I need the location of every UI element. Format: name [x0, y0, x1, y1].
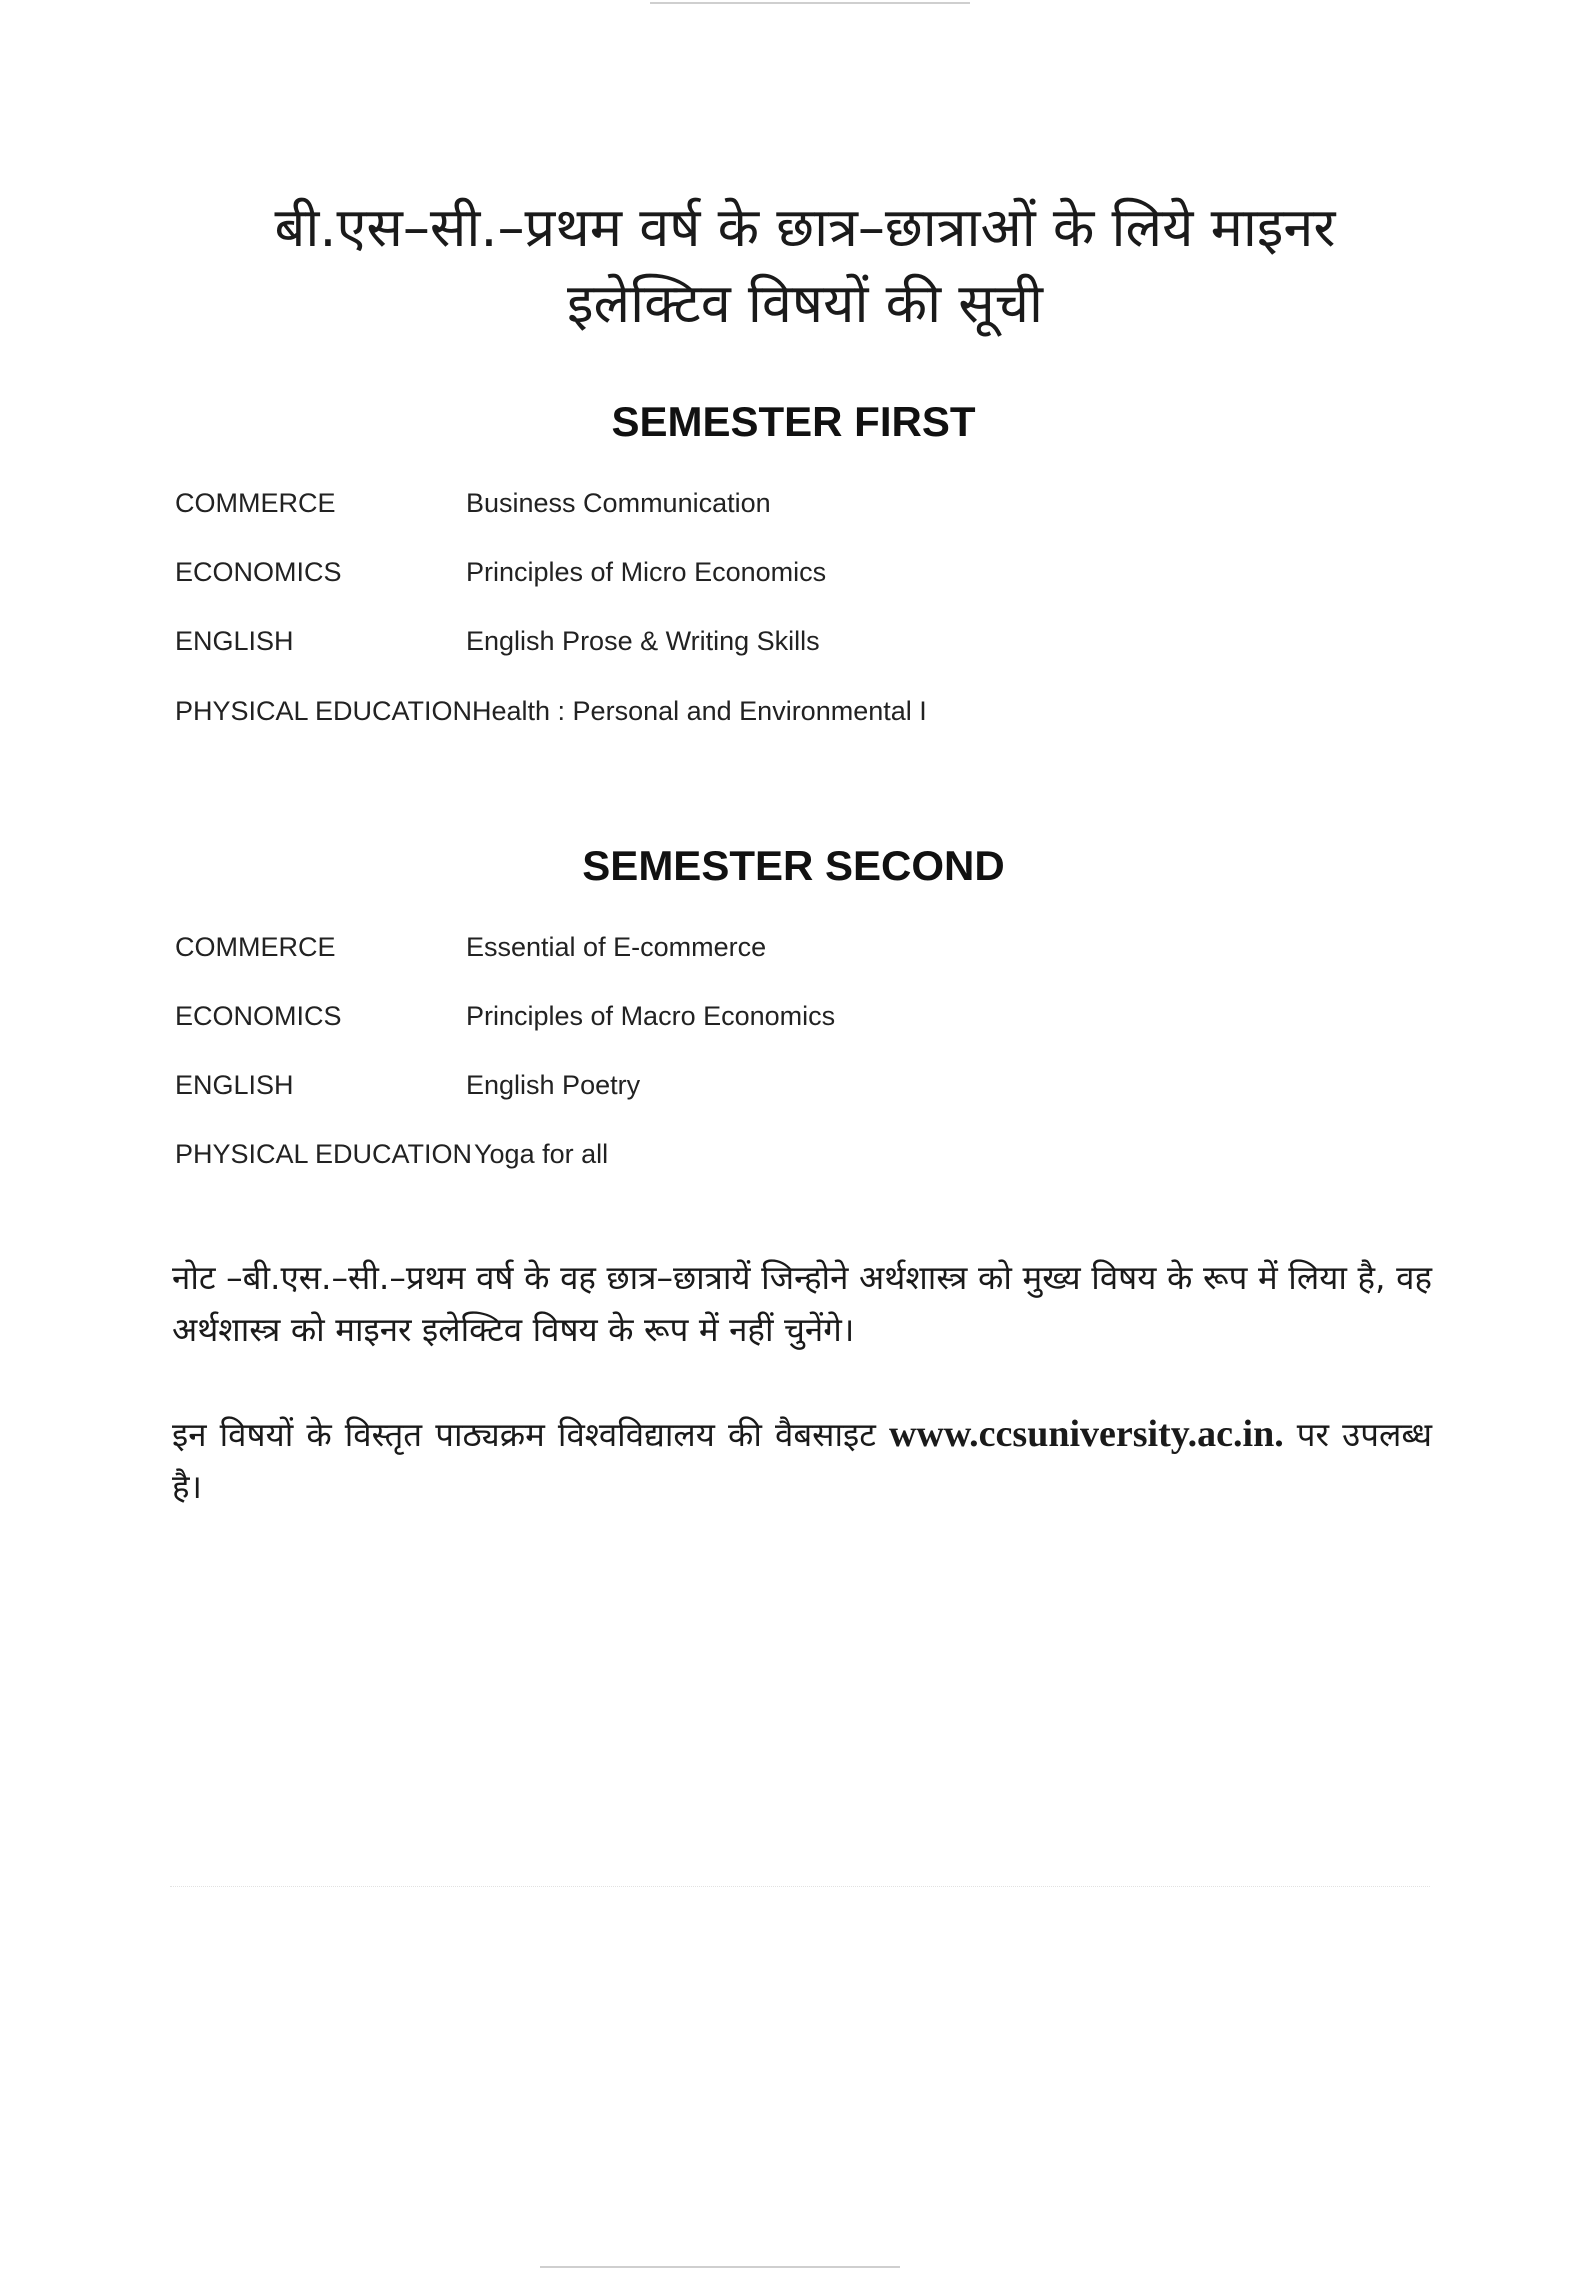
note-text-end: पर उपलब्ध है। [172, 1415, 1432, 1506]
subject-name: ENGLISH [175, 1070, 294, 1100]
note-economics-restriction: नोट –बी.एस.–सी.–प्रथम वर्ष के वह छात्र–छात्रायें जिन्होने अर्थशास्त्र को मुख्य विषय के रूप में लिया है, वह अर्थशास्त्र को माइनर इलेक्टिव विषय के रूप में नहीं चुनेंगे। [172, 1258, 1432, 1349]
paper-name: Yoga for all [474, 1139, 609, 1169]
paper-name: English Prose & Writing Skills [466, 626, 820, 656]
subject-name: PHYSICAL EDUCATION [175, 696, 473, 726]
table-row [0, 1001, 1587, 1041]
subject-name: COMMERCE [175, 932, 336, 962]
semester-first-heading: SEMESTER FIRST [611, 398, 976, 445]
subject-name: ENGLISH [175, 626, 294, 656]
title-line-1: बी.एस–सी.–प्रथम वर्ष के छात्र–छात्राओं के लिये माइनर [274, 196, 1336, 259]
scan-artifact-bleedthrough [170, 1876, 1430, 1887]
title-line-2: इलेक्टिव विषयों की सूची [566, 272, 1044, 335]
table-row [0, 932, 1587, 972]
table-row [0, 557, 1587, 597]
note-syllabus-website [172, 1408, 1432, 1513]
table-row [0, 696, 1587, 736]
scan-artifact-bottom [540, 2266, 900, 2268]
table-row [0, 1139, 1587, 1179]
paper-name: Essential of E-commerce [466, 932, 767, 962]
table-row [0, 488, 1587, 528]
table-row [0, 626, 1587, 666]
table-row [0, 1070, 1587, 1110]
subject-name: ECONOMICS [175, 557, 342, 587]
scan-artifact-top [650, 2, 970, 4]
website-url: www.ccsuniversity.ac.in. [888, 1413, 1284, 1455]
paper-name: Business Communication [466, 488, 771, 518]
document-title [140, 190, 1470, 342]
paper-name: Principles of Micro Economics [466, 557, 827, 587]
paper-name: Principles of Macro Economics [466, 1001, 836, 1031]
note-text: इन विषयों के विस्तृत पाठ्यक्रम विश्वविद्यालय की वैबसाइट [172, 1415, 889, 1454]
subject-name: PHYSICAL EDUCATION [175, 1139, 473, 1169]
semester-second-heading: SEMESTER SECOND [582, 842, 1005, 889]
paper-name: English Poetry [466, 1070, 641, 1100]
subject-name: COMMERCE [175, 488, 336, 518]
subject-name: ECONOMICS [175, 1001, 342, 1031]
paper-name: Health : Personal and Environmental I [472, 696, 927, 726]
